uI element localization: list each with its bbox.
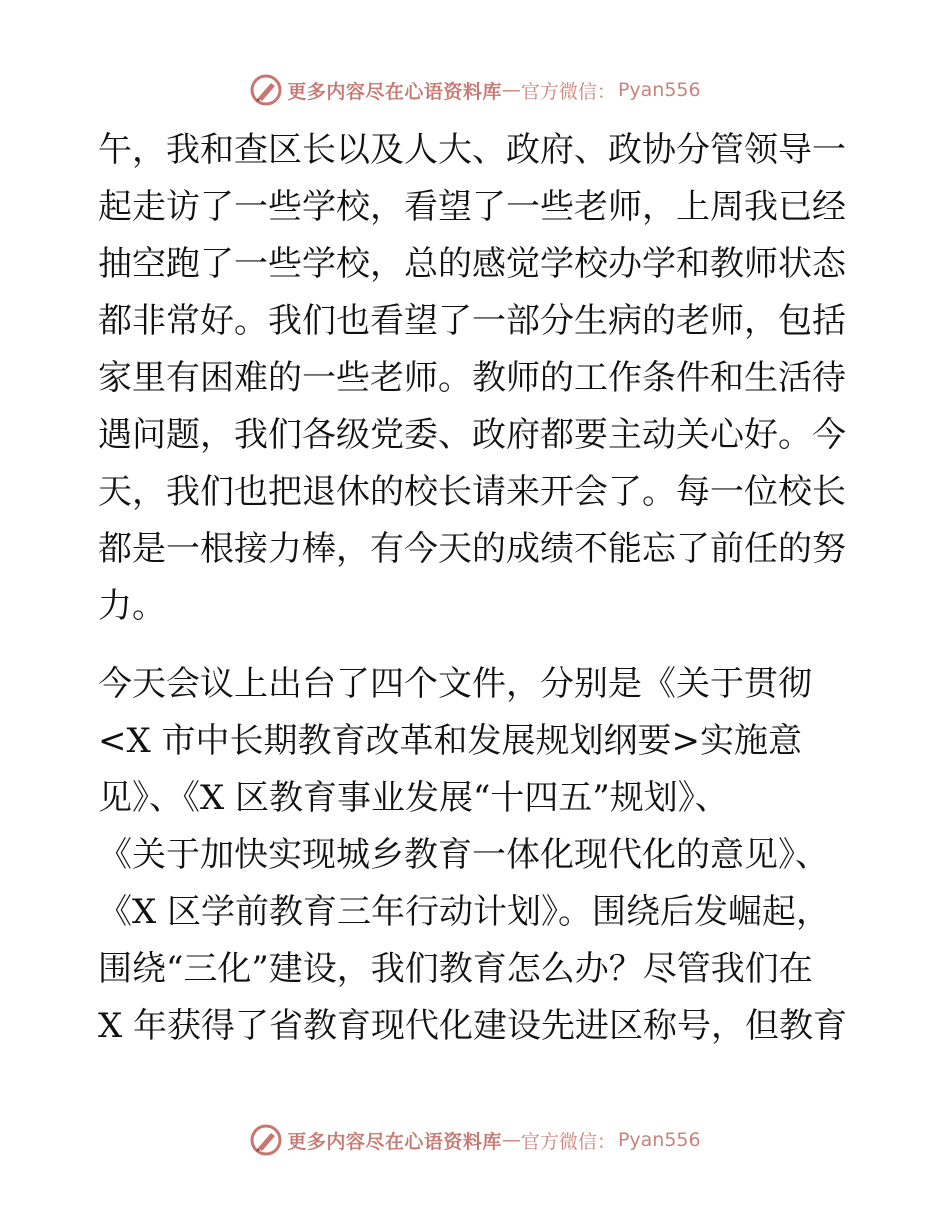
watermark-main-text: 更多内容尽在心语资料库 bbox=[287, 1130, 502, 1153]
text-line: 力。 bbox=[98, 586, 166, 626]
text-line: 遇问题，我们各级党委、政府都要主动关心好。今 bbox=[98, 415, 846, 455]
watermark-separator: — bbox=[501, 79, 521, 101]
document-body bbox=[98, 122, 858, 1055]
text-line: <X 市中长期教育改革和发展规划纲要>实施意 bbox=[98, 721, 802, 761]
watermark-label: 官方微信： bbox=[520, 80, 616, 103]
text-line: 见》、《X 区教育事业发展“十四五”规划》、 bbox=[98, 778, 729, 818]
text-line: 《X 区学前教育三年行动计划》。围绕后发崛起， bbox=[98, 892, 831, 932]
watermark-separator: — bbox=[501, 1129, 521, 1151]
text-line: 抽空跑了一些学校，总的感觉学校办学和教师状态 bbox=[98, 244, 846, 284]
pen-logo-icon bbox=[249, 73, 283, 107]
paragraph-2 bbox=[98, 656, 858, 1055]
watermark-main-text: 更多内容尽在心语资料库 bbox=[287, 80, 502, 103]
pen-logo-icon bbox=[249, 1123, 283, 1157]
text-line: 午，我和查区长以及人大、政府、政协分管领导一 bbox=[98, 130, 846, 170]
paragraph-spacer bbox=[98, 635, 858, 656]
text-line: 天，我们也把退休的校长请来开会了。每一位校长 bbox=[98, 472, 846, 512]
text-line: 《关于加快实现城乡教育一体化现代化的意见》、 bbox=[98, 835, 829, 875]
paragraph-1 bbox=[98, 122, 858, 635]
text-line: 起走访了一些学校，看望了一些老师，上周我已经 bbox=[98, 187, 846, 227]
text-line: X 年获得了省教育现代化建设先进区称号，但教育 bbox=[98, 1006, 848, 1046]
header-watermark bbox=[0, 70, 950, 110]
text-line: 今天会议上出台了四个文件，分别是《关于贯彻 bbox=[98, 664, 812, 704]
watermark-account: Pyan556 bbox=[617, 1129, 701, 1151]
watermark-label: 官方微信： bbox=[520, 1130, 616, 1153]
text-line: 家里有困难的一些老师。教师的工作条件和生活待 bbox=[98, 358, 846, 398]
watermark-account: Pyan556 bbox=[617, 79, 701, 101]
footer-watermark bbox=[0, 1120, 950, 1160]
text-line: 都非常好。我们也看望了一部分生病的老师，包括 bbox=[98, 301, 846, 341]
text-line: 都是一根接力棒，有今天的成绩不能忘了前任的努 bbox=[98, 529, 846, 569]
text-line: 围绕“三化”建设，我们教育怎么办？尽管我们在 bbox=[98, 949, 813, 989]
